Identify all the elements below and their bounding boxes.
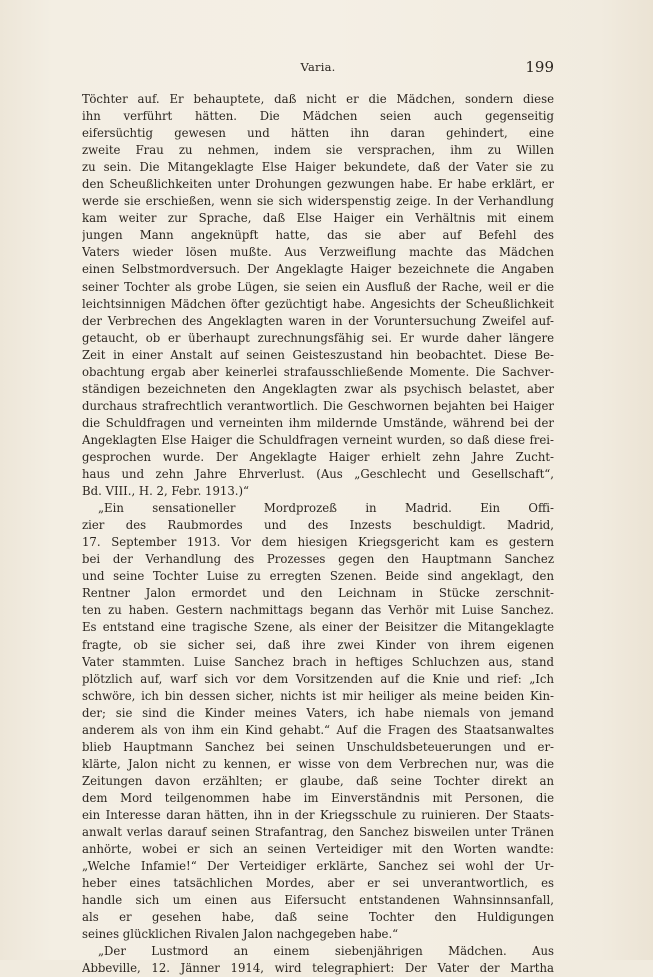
text-line: „Der Lustmord an einem siebenjährigen Mädchen. Aus xyxy=(98,944,554,959)
text-line: seines glücklichen Rivalen Jalon nachgegeben habe.“ xyxy=(82,927,399,942)
text-line: den Scheußlichkeiten unter Drohungen gezwungen habe. Er habe erklärt, er xyxy=(82,177,554,192)
text-line: Es entstand eine tragische Szene, als einer der Beisitzer die Mitangeklagte xyxy=(82,620,554,635)
text-line: als er gesehen habe, daß seine Tochter den Huldigungen xyxy=(82,910,554,925)
text-line: dem Mord teilgenommen habe im Einverständnis mit Personen, die xyxy=(82,790,554,805)
text-line: die Schuldfragen und verneinten ihm mildernde Umstände, während bei der xyxy=(82,415,554,430)
text-line: obachtung ergab aber keinerlei strafausschließende Momente. Die Sachver- xyxy=(82,364,554,379)
text-line: Töchter auf. Er behauptete, daß nicht er die Mädchen, sondern diese xyxy=(82,92,554,106)
text-line: zu sein. Die Mitangeklagte Else Haiger bekundete, daß der Vater sie zu xyxy=(82,160,554,175)
text-line: getaucht, ob er überhaupt zurechnungsfähig sei. Er wurde daher längere xyxy=(82,330,554,345)
text-line: Zeitungen davon erzählten; er glaube, daß seine Tochter direkt an xyxy=(82,773,554,788)
text-line: eifersüchtig gewesen und hätten ihn daran gehindert, eine xyxy=(82,126,554,141)
text-line: klärte, Jalon nicht zu kennen, er wisse von dem Verbrechen nur, was die xyxy=(82,756,554,771)
text-line: Zeit in einer Anstalt auf seinen Geisteszustand hin beobachtet. Diese Be- xyxy=(82,347,554,362)
text-line: seiner Tochter als grobe Lügen, sie seien ein Ausfluß der Rache, weil er die xyxy=(82,279,554,294)
text-line: kam weiter zur Sprache, daß Else Haiger ein Verhältnis mit einem xyxy=(82,211,554,226)
text-line: 17. September 1913. Vor dem hiesigen Kriegsgericht kam es gestern xyxy=(82,535,554,550)
text-line: durchaus strafrechtlich verantwortlich. Die Geschwornen bejahten bei Haiger xyxy=(82,398,554,413)
text-line: Abbeville, 12. Jänner 1914, wird telegraphiert: Der Vater der Martha xyxy=(82,961,554,976)
text-line: fragte, ob sie sicher sei, daß ihre zwei Kinder von ihrem eigenen xyxy=(82,637,554,652)
text-line: „Ein sensationeller Mordprozeß in Madrid. Ein Offi- xyxy=(98,501,554,516)
text-line: Rentner Jalon ermordet und den Leichnam in Stücke zerschnit- xyxy=(82,586,554,601)
text-line: Vater stammten. Luise Sanchez brach in heftiges Schluchzen aus, stand xyxy=(82,654,554,669)
text-line: ein Interesse daran hätten, ihn in der Kriegsschule zu ruinieren. Der Staats- xyxy=(82,807,554,822)
text-line: Bd. VIII., H. 2, Febr. 1913.)“ xyxy=(82,484,250,499)
text-line: handle sich um einen aus Eifersucht entstandenen Wahnsinnsanfall, xyxy=(82,893,554,908)
text-line: anderem als von ihm ein Kind gehabt.“ Auf die Fragen des Staatsanwaltes xyxy=(82,722,554,737)
text-line: der Verbrechen des Angeklagten waren in der Voruntersuchung Zweifel auf- xyxy=(82,313,554,328)
page-number: 199 xyxy=(525,58,554,76)
text-line: leichtsinnigen Mädchen öfter gezüchtigt habe. Angesichts der Scheußlichkeit xyxy=(82,296,554,311)
text-line: haus und zehn Jahre Ehrverlust. (Aus „Geschlecht und Gesellschaft“, xyxy=(82,467,554,482)
running-head: Varia. xyxy=(300,60,336,74)
text-line: anhörte, wobei er sich an seinen Verteidiger mit den Worten wandte: xyxy=(82,842,554,857)
text-line: ihn verführt hätten. Die Mädchen seien auch gegenseitig xyxy=(82,109,554,124)
text-line: bei der Verhandlung des Prozesses gegen den Hauptmann Sanchez xyxy=(82,552,554,567)
text-line: ständigen bezeichneten den Angeklagten zwar als psychisch belastet, aber xyxy=(82,381,554,396)
text-line: zier des Raubmordes und des Inzests beschuldigt. Madrid, xyxy=(82,518,554,533)
text-line: blieb Hauptmann Sanchez bei seinen Unschuldsbeteuerungen und er- xyxy=(82,739,554,754)
text-line: gesprochen wurde. Der Angeklagte Haiger erhielt zehn Jahre Zucht- xyxy=(82,449,554,464)
text-line: ten zu haben. Gestern nachmittags begann das Verhör mit Luise Sanchez. xyxy=(82,603,554,618)
text-line: „Welche Infamie!“ Der Verteidiger erklärte, Sanchez sei wohl der Ur- xyxy=(82,859,554,874)
text-line: jungen Mann angeknüpft hatte, das sie aber auf Befehl des xyxy=(82,228,554,243)
page-header xyxy=(82,58,554,80)
text-line: einen Selbstmordversuch. Der Angeklagte Haiger bezeichnete die Angaben xyxy=(82,262,554,277)
body-text xyxy=(82,91,554,977)
text-line: Angeklagten Else Haiger die Schuldfragen verneint wurden, so daß diese frei- xyxy=(82,432,554,447)
text-line: Vaters wieder lösen mußte. Aus Verzweiflung machte das Mädchen xyxy=(82,245,554,260)
text-line: zweite Frau zu nehmen, indem sie versprachen, ihm zu Willen xyxy=(82,143,554,158)
text-line: anwalt verlas darauf seinen Strafantrag, den Sanchez bisweilen unter Tränen xyxy=(82,825,554,840)
text-line: werde sie erschießen, wenn sie sich widerspenstig zeige. In der Verhandlung xyxy=(82,194,554,209)
text-line: schwöre, ich bin dessen sicher, nichts ist mir heiliger als meine beiden Kin- xyxy=(82,688,554,703)
text-line: heber eines tatsächlichen Mordes, aber er sei unverantwortlich, es xyxy=(82,876,554,891)
text-line: und seine Tochter Luise zu erregten Szenen. Beide sind angeklagt, den xyxy=(82,569,554,584)
text-line: plötzlich auf, warf sich vor dem Vorsitzenden auf die Knie und rief: „Ich xyxy=(82,671,554,686)
text-line: der; sie sind die Kinder meines Vaters, ich habe niemals von jemand xyxy=(82,705,554,720)
